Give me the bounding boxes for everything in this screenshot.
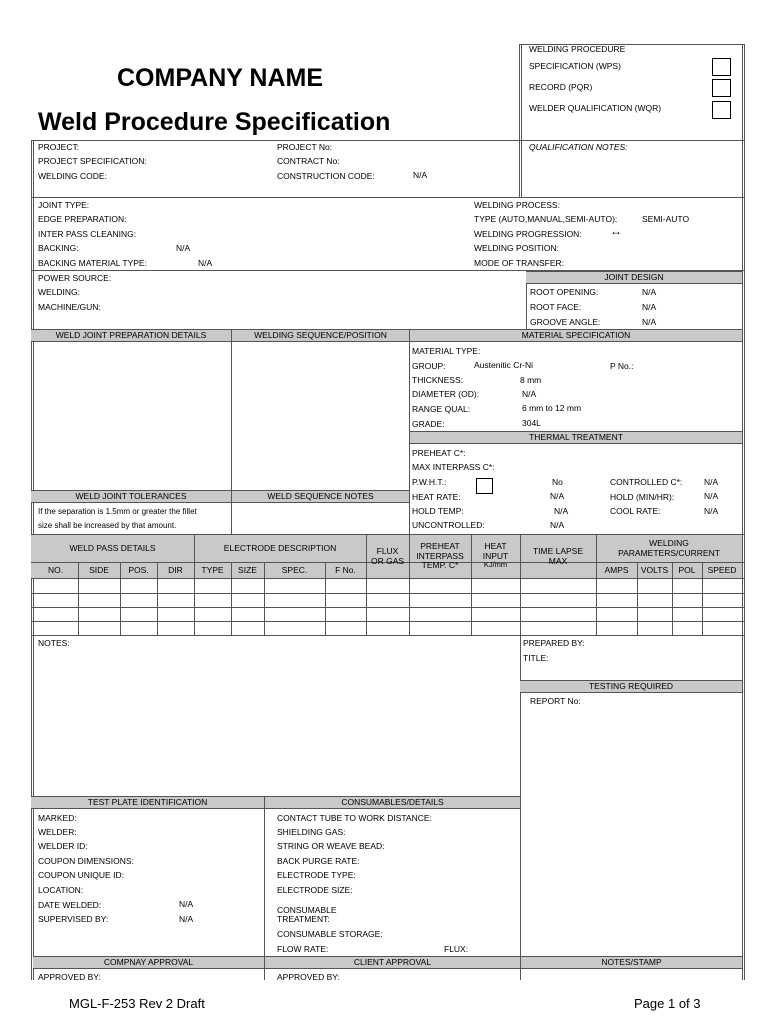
col-size: SIZE bbox=[238, 565, 257, 575]
heat-header-2: INPUT bbox=[482, 551, 509, 561]
sequence-header: WELDING SEQUENCE/POSITION bbox=[232, 329, 409, 342]
qualification-notes-label: QUALIFICATION NOTES: bbox=[529, 142, 628, 152]
welding-params-header-2: PARAMETERS/CURRENT bbox=[618, 548, 720, 558]
heat-header-3: KJ/mm bbox=[483, 560, 508, 569]
grade-value: 304L bbox=[522, 418, 541, 428]
groove-angle-value: N/A bbox=[642, 317, 657, 327]
location-label: LOCATION: bbox=[38, 885, 84, 895]
col-volts: VOLTS bbox=[640, 565, 669, 575]
tolerance-text-1: If the separation is 1.5mm or greater the fillet bbox=[38, 507, 197, 516]
weld-type-value: SEMI-AUTO bbox=[642, 214, 690, 224]
inter-pass-label: INTER PASS CLEANING: bbox=[38, 229, 137, 239]
pwht-value: No bbox=[552, 477, 563, 487]
contact-tube-label: CONTACT TUBE TO WORK DISTANCE: bbox=[277, 813, 432, 823]
electrode-desc-header: ELECTRODE DESCRIPTION bbox=[223, 543, 337, 553]
welding-code-label: WELDING CODE: bbox=[38, 171, 107, 181]
col-amps: AMPS bbox=[604, 565, 629, 575]
welder-id-label: WELDER ID: bbox=[38, 841, 88, 851]
uncontrolled-value: N/A bbox=[550, 520, 565, 530]
client-approval-header: CLIENT APPROVAL bbox=[265, 956, 520, 969]
tolerances-header: WELD JOINT TOLERANCES bbox=[31, 490, 231, 503]
col-pol: POL bbox=[678, 565, 696, 575]
root-opening-value: N/A bbox=[642, 287, 657, 297]
company-name: COMPANY NAME bbox=[117, 64, 324, 92]
cool-rate-label: COOL RATE: bbox=[610, 506, 661, 516]
label-welding-procedure: WELDING PROCEDURE bbox=[529, 44, 626, 54]
progression-label: WELDING PROGRESSION: bbox=[474, 229, 582, 239]
preheat-header-2: INTERPASS bbox=[416, 551, 464, 561]
power-source-label: POWER SOURCE: bbox=[38, 273, 112, 283]
welding-label: WELDING: bbox=[38, 287, 81, 297]
supervised-by-value: N/A bbox=[179, 914, 194, 924]
tolerance-text-2: size shall be increased by that amount. bbox=[38, 521, 177, 530]
welding-params-header-1: WELDING bbox=[649, 538, 689, 548]
sequence-notes-header: WELD SEQUENCE NOTES bbox=[232, 490, 409, 503]
edge-prep-label: EDGE PREPARATION: bbox=[38, 214, 127, 224]
prepared-by-label: PREPARED BY: bbox=[523, 638, 585, 648]
cool-rate-value: N/A bbox=[704, 506, 719, 516]
title-label: TITLE: bbox=[523, 653, 549, 663]
shielding-gas-label: SHIELDING GAS: bbox=[277, 827, 346, 837]
weld-type-label: TYPE (AUTO,MANUAL,SEMI-AUTO): bbox=[474, 214, 618, 224]
flux-header-2: OR GAS bbox=[370, 556, 405, 566]
col-dir: DIR bbox=[168, 565, 183, 575]
hold-temp-label: HOLD TEMP: bbox=[412, 506, 464, 516]
range-value: 6 mm to 12 mm bbox=[522, 403, 582, 413]
contract-no-label: CONTRACT No: bbox=[277, 156, 340, 166]
root-face-value: N/A bbox=[642, 302, 657, 312]
construction-code-value: N/A bbox=[413, 170, 428, 180]
notes-stamp-header: NOTES/STAMP bbox=[521, 956, 742, 969]
pwht-label: P.W.H.T.: bbox=[412, 477, 447, 487]
backing-material-value: N/A bbox=[198, 258, 213, 268]
thickness-value: 8 mm bbox=[520, 375, 542, 385]
flux-label: FLUX: bbox=[444, 944, 469, 954]
backing-label: BACKING: bbox=[38, 243, 79, 253]
notes-label: NOTES: bbox=[38, 638, 70, 648]
consumable-storage-label: CONSUMABLE STORAGE: bbox=[277, 929, 383, 939]
flux-header-1: FLUX bbox=[376, 546, 399, 556]
pwht-checkbox[interactable] bbox=[476, 478, 493, 494]
electrode-size-label: ELECTRODE SIZE: bbox=[277, 885, 353, 895]
welding-process-label: WELDING PROCESS: bbox=[474, 200, 560, 210]
backing-material-label: BACKING MATERIAL TYPE: bbox=[38, 258, 147, 268]
hold-label: HOLD (MIN/HR): bbox=[610, 492, 675, 502]
diameter-value: N/A bbox=[522, 389, 537, 399]
company-approved-by-label: APPROVED BY: bbox=[38, 972, 101, 982]
company-approval-header: COMPNAY APPROVAL bbox=[33, 956, 264, 969]
max-interpass-label: MAX INTERPASS C*: bbox=[412, 462, 495, 472]
date-welded-value: N/A bbox=[179, 899, 194, 909]
col-pos: POS. bbox=[128, 565, 149, 575]
col-no: NO. bbox=[47, 565, 64, 575]
machine-gun-label: MACHINE/GUN: bbox=[38, 302, 101, 312]
preheat-header-3: TEMP. C* bbox=[421, 560, 459, 570]
transfer-label: MODE OF TRANSFER: bbox=[474, 258, 565, 268]
string-weave-label: STRING OR WEAVE BEAD: bbox=[277, 841, 385, 851]
consumable-treatment-label-1: CONSUMABLE bbox=[277, 905, 337, 915]
date-welded-label: DATE WELDED: bbox=[38, 900, 102, 910]
hold-value: N/A bbox=[704, 491, 719, 501]
p-no-label: P No.: bbox=[610, 361, 634, 371]
col-type: TYPE bbox=[201, 565, 224, 575]
material-type-label: MATERIAL TYPE: bbox=[412, 346, 481, 356]
weld-pass-details-header: WELD PASS DETAILS bbox=[69, 543, 156, 553]
project-label: PROJECT: bbox=[38, 142, 80, 152]
document-title: Weld Procedure Specification bbox=[38, 108, 391, 136]
testing-required-header: TESTING REQUIRED bbox=[520, 680, 742, 693]
page-number: Page 1 of 3 bbox=[634, 996, 701, 1011]
electrode-type-label: ELECTRODE TYPE: bbox=[277, 870, 356, 880]
controlled-value: N/A bbox=[704, 477, 719, 487]
preheat-label: PREHEAT C*: bbox=[412, 448, 466, 458]
document-reference: MGL-F-253 Rev 2 Draft bbox=[69, 996, 205, 1011]
supervised-by-label: SUPERVISED BY: bbox=[38, 914, 109, 924]
position-label: WELDING POSITION: bbox=[474, 243, 560, 253]
project-spec-label: PROJECT SPECIFICATION: bbox=[38, 156, 147, 166]
consumables-header: CONSUMABLES/DETAILS bbox=[265, 796, 520, 809]
controlled-label: CONTROLLED C*: bbox=[610, 477, 683, 487]
hold-temp-value: N/A bbox=[554, 506, 569, 516]
root-opening-label: ROOT OPENING: bbox=[530, 287, 599, 297]
thickness-label: THICKNESS: bbox=[412, 375, 464, 385]
heat-rate-value: N/A bbox=[550, 491, 565, 501]
test-plate-header: TEST PLATE IDENTIFICATION bbox=[31, 796, 264, 809]
wps-checkbox[interactable] bbox=[712, 58, 731, 76]
project-no-label: PROJECT No: bbox=[277, 142, 333, 152]
joint-type-label: JOINT TYPE: bbox=[38, 200, 90, 210]
progression-arrow-icon: ↔ bbox=[610, 224, 622, 238]
report-no-label: REPORT No: bbox=[530, 696, 581, 706]
thermal-header: THERMAL TREATMENT bbox=[410, 431, 742, 444]
label-wqr: WELDER QUALIFICATION (WQR) bbox=[529, 103, 662, 113]
welder-name-label: WELDER: bbox=[38, 827, 77, 837]
construction-code-label: CONSTRUCTION CODE: bbox=[277, 171, 375, 181]
material-spec-header: MATERIAL SPECIFICATION bbox=[410, 329, 742, 342]
root-face-label: ROOT FACE: bbox=[530, 302, 582, 312]
label-wps: SPECIFICATION (WPS) bbox=[529, 61, 621, 71]
joint-design-header: JOINT DESIGN bbox=[526, 271, 742, 284]
prep-details-header: WELD JOINT PREPARATION DETAILS bbox=[31, 329, 231, 342]
group-label: GROUP: bbox=[412, 361, 446, 371]
preheat-header-1: PREHEAT bbox=[420, 541, 460, 551]
groove-angle-label: GROOVE ANGLE: bbox=[530, 317, 601, 327]
diameter-label: DIAMETER (OD): bbox=[412, 389, 480, 399]
back-purge-label: BACK PURGE RATE: bbox=[277, 856, 360, 866]
heat-rate-label: HEAT RATE: bbox=[412, 492, 461, 502]
uncontrolled-label: UNCONTROLLED: bbox=[412, 520, 485, 530]
consumable-treatment-label-2: TREATMENT: bbox=[277, 914, 330, 924]
pqr-checkbox[interactable] bbox=[712, 79, 731, 97]
coupon-dimensions-label: COUPON DIMENSIONS: bbox=[38, 856, 134, 866]
range-label: RANGE QUAL: bbox=[412, 404, 471, 414]
col-spec: SPEC. bbox=[281, 565, 308, 575]
col-side: SIDE bbox=[89, 565, 109, 575]
group-value: Austenitic Cr-Ni bbox=[474, 360, 534, 370]
time-lapse-header-2: MAX bbox=[548, 556, 568, 566]
col-speed: SPEED bbox=[707, 565, 737, 575]
grade-label: GRADE: bbox=[412, 419, 445, 429]
wqr-checkbox[interactable] bbox=[712, 101, 731, 119]
client-approved-by-label: APPROVED BY: bbox=[277, 972, 340, 982]
col-f-no: F No. bbox=[335, 565, 356, 575]
backing-value: N/A bbox=[176, 243, 191, 253]
heat-header-1: HEAT bbox=[484, 541, 507, 551]
flow-rate-label: FLOW RATE: bbox=[277, 944, 329, 954]
label-pqr: RECORD (PQR) bbox=[529, 82, 593, 92]
time-lapse-header-1: TIME LAPSE bbox=[532, 546, 584, 556]
coupon-id-label: COUPON UNIQUE ID: bbox=[38, 870, 124, 880]
marked-label: MARKED: bbox=[38, 813, 77, 823]
